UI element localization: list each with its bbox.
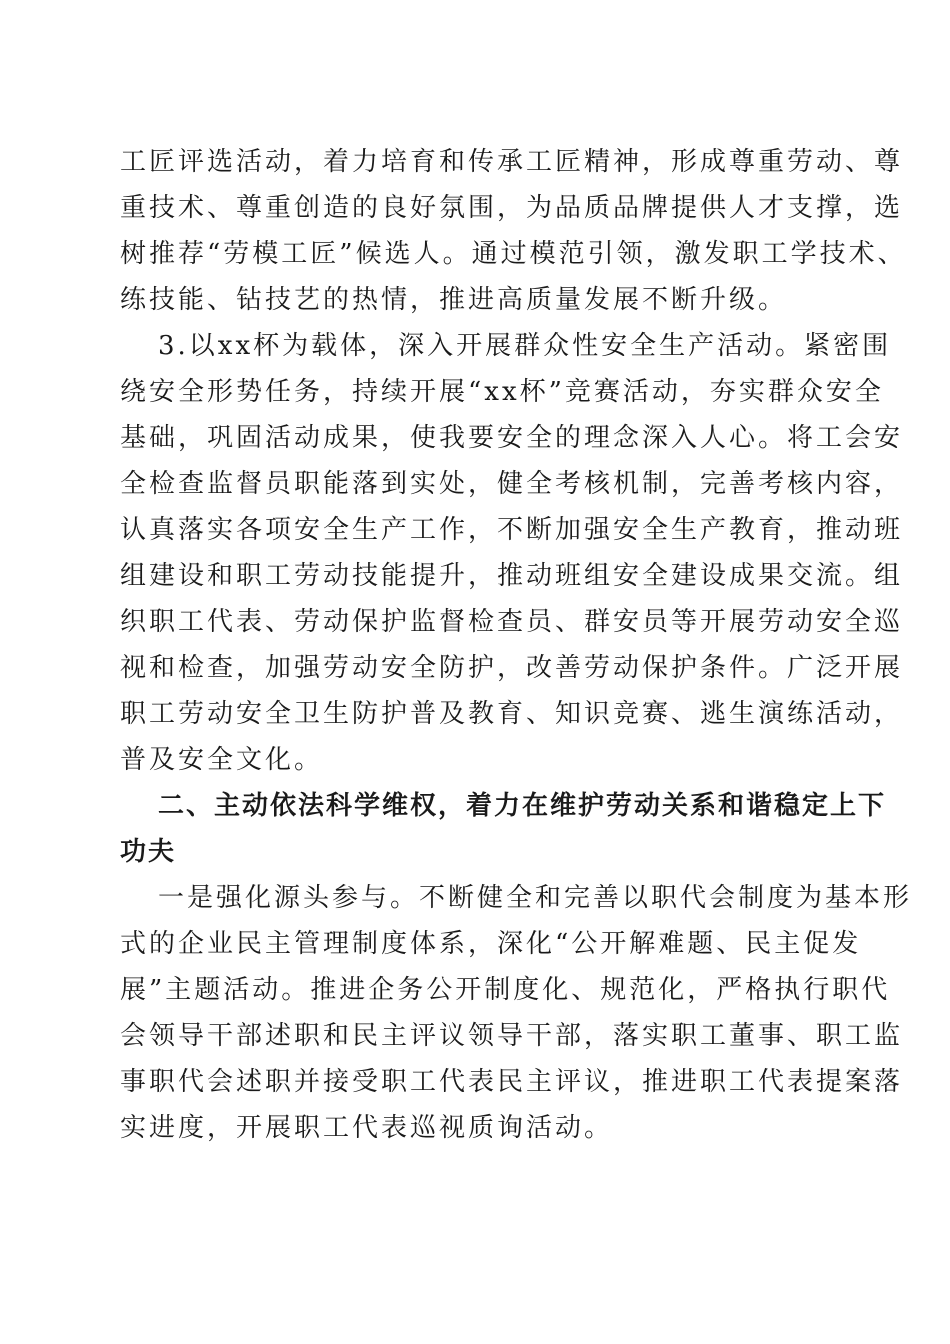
- text-line: 绕安全形势任务，持续开展“xx杯”竞赛活动，夯实群众安全: [120, 377, 884, 407]
- section-heading: 功夫: [120, 837, 177, 867]
- text-line: 认真落实各项安全生产工作，不断加强安全生产教育，推动班: [120, 515, 904, 545]
- text-line: 树推荐“劳模工匠”候选人。通过模范引领，激发职工学技术、: [120, 239, 907, 269]
- text-line: 视和检查，加强劳动安全防护，改善劳动保护条件。广泛开展: [120, 653, 904, 683]
- text-line: 基础，巩固活动成果，使我要安全的理念深入人心。将工会安: [120, 423, 904, 453]
- text-line: 工匠评选活动，着力培育和传承工匠精神，形成尊重劳动、尊: [120, 147, 904, 177]
- text-line: 会领导干部述职和民主评议领导干部，落实职工董事、职工监: [120, 1021, 904, 1051]
- text-line: 事职代会述职并接受职工代表民主评议，推进职工代表提案落: [120, 1067, 904, 1097]
- text-line: 一是强化源头参与。不断健全和完善以职代会制度为基本形: [158, 883, 913, 913]
- text-line: 普及安全文化。: [120, 745, 324, 775]
- text-line: 织职工代表、劳动保护监督检查员、群安员等开展劳动安全巡: [120, 607, 904, 637]
- text-line: 展”主题活动。推进企务公开制度化、规范化，严格执行职代: [120, 975, 891, 1005]
- text-line: 职工劳动安全卫生防护普及教育、知识竞赛、逃生演练活动，: [120, 699, 904, 729]
- text-line: 组建设和职工劳动技能提升，推动班组安全建设成果交流。组: [120, 561, 904, 591]
- section-heading: 二、主动依法科学维权，着力在维护劳动关系和谐稳定上下: [158, 791, 887, 821]
- text-line: 实进度，开展职工代表巡视质询活动。: [120, 1113, 614, 1143]
- text-line: 3.以xx杯为载体，深入开展群众性安全生产活动。紧密围: [158, 331, 892, 361]
- text-line: 练技能、钻技艺的热情，推进高质量发展不断升级。: [120, 285, 788, 315]
- text-line: 全检查监督员职能落到实处，健全考核机制，完善考核内容，: [120, 469, 904, 499]
- text-line: 重技术、尊重创造的良好氛围，为品质品牌提供人才支撑，选: [120, 193, 904, 223]
- text-line: 式的企业民主管理制度体系，深化“公开解难题、民主促发: [120, 929, 862, 959]
